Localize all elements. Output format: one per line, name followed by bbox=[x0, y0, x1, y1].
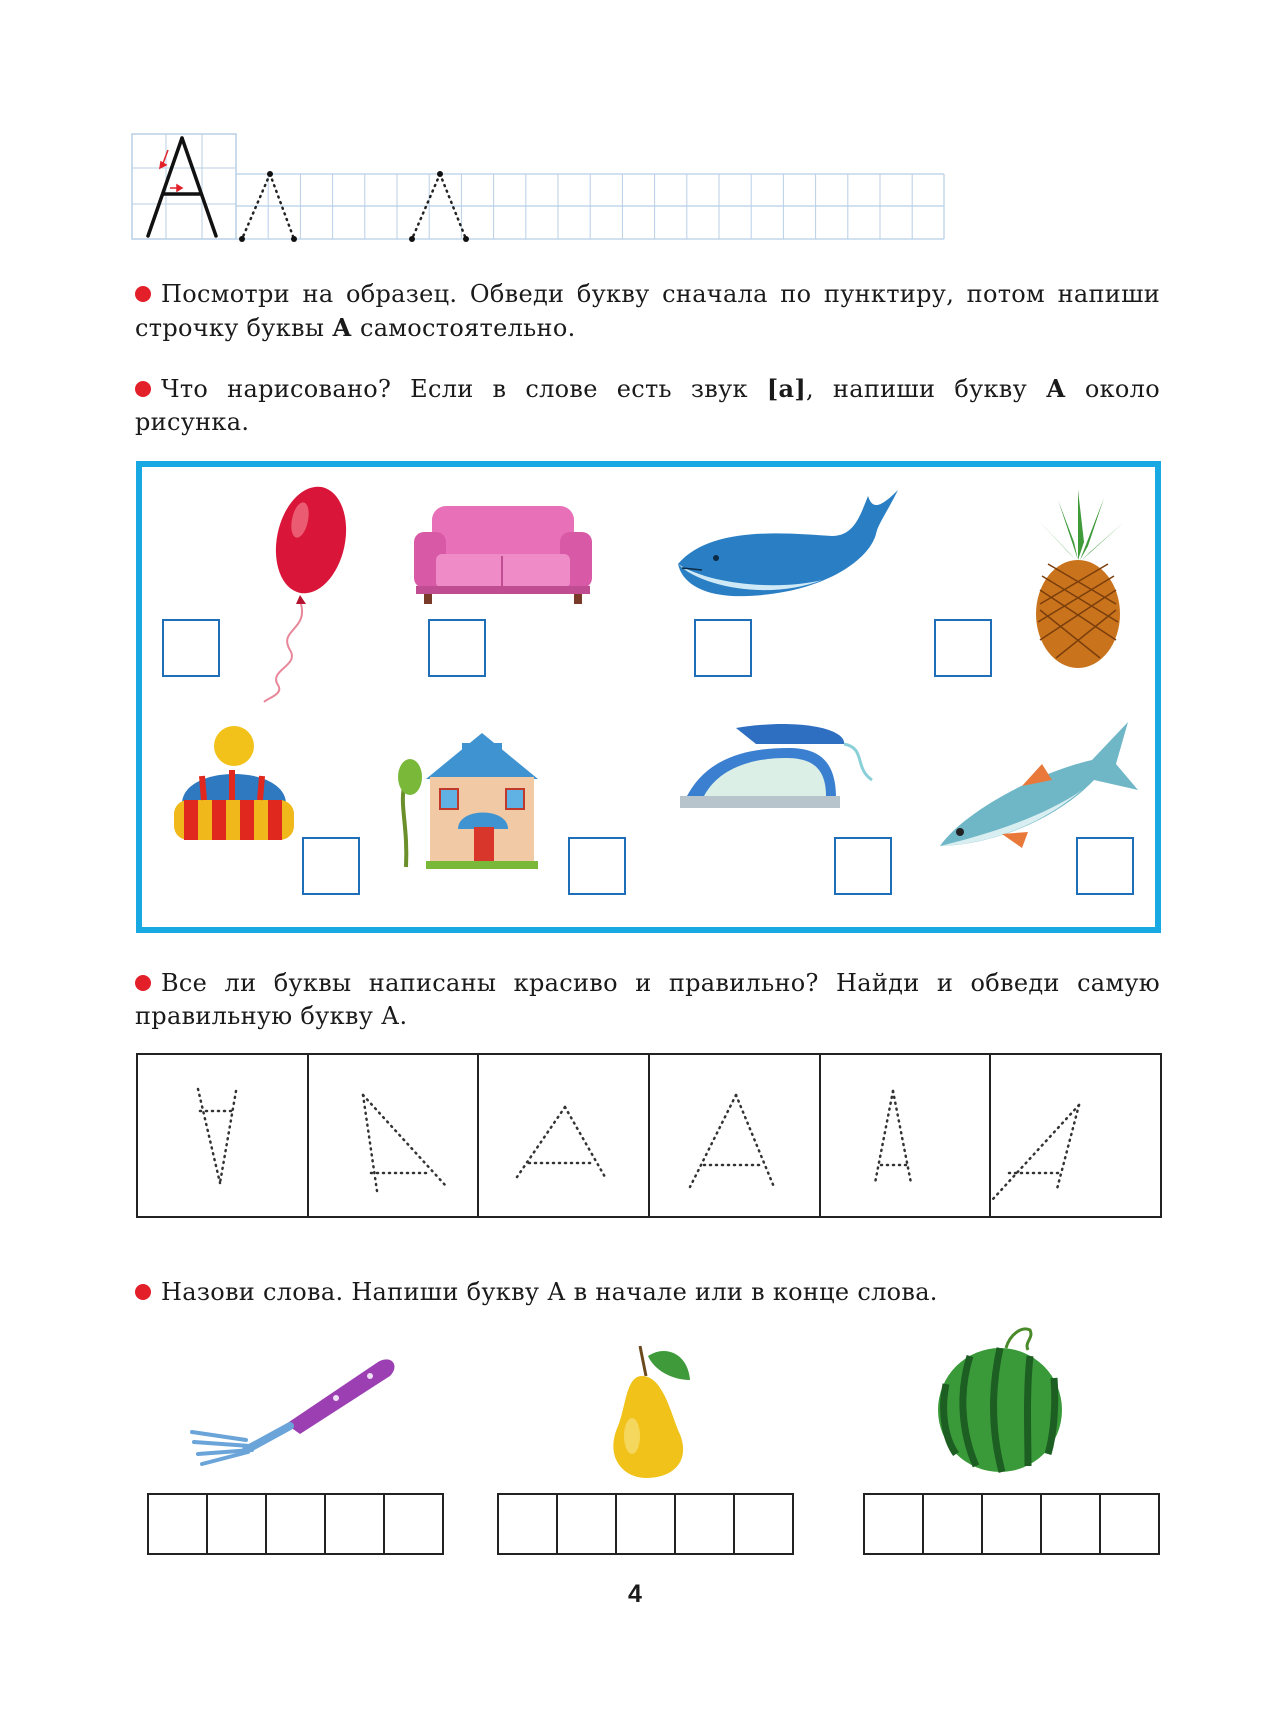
letter-cell[interactable] bbox=[983, 1495, 1042, 1553]
answer-box-balloon[interactable] bbox=[162, 619, 220, 677]
answer-box-house[interactable] bbox=[568, 837, 626, 895]
task-words-instruction: Назови слова. Напиши букву А в начале или в конце слова. bbox=[135, 1276, 1160, 1309]
bullet-icon bbox=[135, 975, 151, 991]
letter-cell[interactable] bbox=[924, 1495, 983, 1553]
letter-cell[interactable] bbox=[267, 1495, 326, 1553]
balloon-icon bbox=[238, 480, 358, 705]
letter-cell[interactable] bbox=[1042, 1495, 1101, 1553]
letter-cell[interactable] bbox=[1101, 1495, 1158, 1553]
letter-cell[interactable] bbox=[617, 1495, 676, 1553]
bullet-icon bbox=[135, 286, 151, 302]
letter-comparison-row bbox=[136, 1053, 1162, 1218]
letter-cell[interactable] bbox=[676, 1495, 735, 1553]
task-trace-instruction: Посмотри на образец. Обведи букву сначала по пунктиру, потом напиши строчку буквы А самостоятельно. bbox=[135, 280, 1160, 342]
letter-cell[interactable] bbox=[499, 1495, 558, 1553]
iron-icon bbox=[676, 718, 876, 820]
watermelon-icon bbox=[930, 1314, 1076, 1474]
sofa-icon bbox=[410, 498, 596, 606]
letter-option-2[interactable] bbox=[309, 1055, 480, 1216]
answer-box-whale[interactable] bbox=[694, 619, 752, 677]
letter-option-6[interactable] bbox=[991, 1055, 1160, 1216]
letter-cell[interactable] bbox=[326, 1495, 385, 1553]
letter-cell[interactable] bbox=[865, 1495, 924, 1553]
fork-icon bbox=[186, 1354, 400, 1468]
letter-option-3[interactable] bbox=[479, 1055, 650, 1216]
sample-letter bbox=[148, 138, 216, 236]
answer-box-iron[interactable] bbox=[834, 837, 892, 895]
word-boxes-fork[interactable] bbox=[147, 1493, 444, 1555]
answer-box-hat[interactable] bbox=[302, 837, 360, 895]
letter-cell[interactable] bbox=[149, 1495, 208, 1553]
task-choose-instruction: Все ли буквы написаны красиво и правильно? Найди и обведи самую правильную букву А. bbox=[135, 969, 1160, 1030]
letter-cell[interactable] bbox=[385, 1495, 442, 1553]
answer-box-sofa[interactable] bbox=[428, 619, 486, 677]
bullet-icon bbox=[135, 381, 151, 397]
answer-box-fish[interactable] bbox=[1076, 837, 1134, 895]
whale-icon bbox=[672, 478, 904, 608]
page-number: 4 bbox=[628, 1580, 642, 1608]
answer-box-pineapple[interactable] bbox=[934, 619, 992, 677]
bullet-icon bbox=[135, 1284, 151, 1300]
letter-cell[interactable] bbox=[558, 1495, 617, 1553]
pineapple-icon bbox=[1028, 490, 1130, 670]
letter-cell[interactable] bbox=[208, 1495, 267, 1553]
word-boxes-watermelon[interactable] bbox=[863, 1493, 1160, 1555]
house-icon bbox=[396, 727, 560, 871]
word-boxes-pear[interactable] bbox=[497, 1493, 794, 1555]
pear-icon bbox=[596, 1340, 706, 1480]
hat-icon bbox=[168, 724, 300, 846]
letter-writing-strip bbox=[130, 132, 950, 244]
letter-option-1[interactable] bbox=[138, 1055, 309, 1216]
letter-option-5[interactable] bbox=[821, 1055, 992, 1216]
letter-option-4[interactable] bbox=[650, 1055, 821, 1216]
letter-cell[interactable] bbox=[735, 1495, 792, 1553]
task-sound-instruction: Что нарисовано? Если в слове есть звук [а], напиши букву А около рисунка. bbox=[135, 374, 1160, 436]
